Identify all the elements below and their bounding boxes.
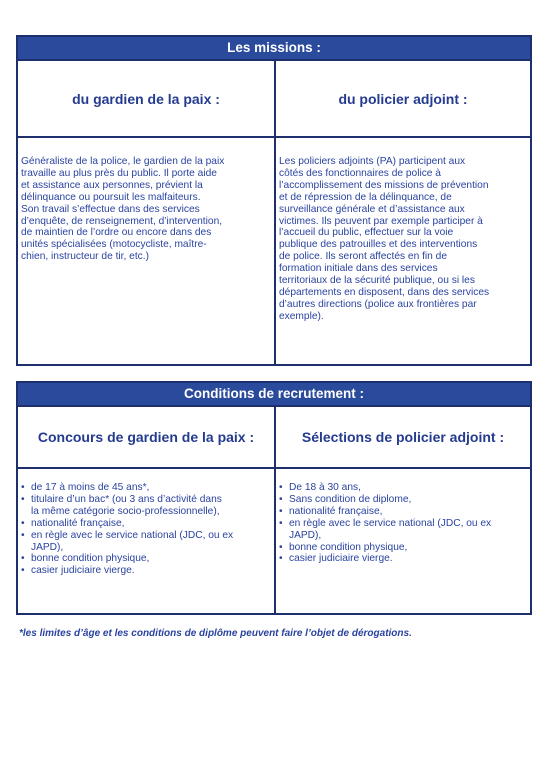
list-item: • Sans condition de diplome,	[279, 494, 528, 506]
footnote: *les limites d’âge et les conditions de diplôme peuvent faire l’objet de dérogations.	[19, 628, 412, 639]
missions-col2-heading: du policier adjoint :	[274, 61, 530, 136]
list-item: • en règle avec le service national (JDC, ou ex JAPD),	[279, 518, 528, 542]
conditions-table	[16, 381, 532, 615]
conditions-col2-heading: Sélections de policier adjoint :	[274, 407, 530, 467]
missions-col2-text: Les policiers adjoints (PA) participent aux côtés des fonctionnaires de police à l’accomplissement des missions de prévention et de répression de la délinquance, de surveillance générale et d’assistance aux victimes. Ils peuvent par exemple participer à l’accueil du public, effectuer sur la voie publique des patrouilles et des interventions de police. Ils seront affectés en fin de formation initiale dans des services territoriaux de la sécurité publique, ou si les départements en disposent, dans des services d’autres directions (police aux frontières par exemple).	[274, 138, 530, 364]
list-item: • bonne condition physique,	[279, 542, 528, 554]
list-item: • titulaire d’un bac* (ou 3 ans d’activité dans la même catégorie socio-professionnelle),	[21, 494, 272, 518]
missions-col1-text: Généraliste de la police, le gardien de la paix travaille au plus près du public. Il porte aide et assistance aux personnes, prévient la délinquance ou poursuit les malfaiteurs. Son travail s’effectue dans des services d’enquête, de renseignement, d’intervention, de maintien de l’ordre ou encore dans des unités spécialisées (motocycliste, maître- chien, instructeur de tir, etc.)	[21, 156, 225, 263]
missions-col1-heading: du gardien de la paix :	[72, 90, 220, 107]
conditions-col2	[274, 469, 530, 613]
list-item: • De 18 à 30 ans,	[279, 482, 528, 494]
missions-table	[16, 35, 532, 366]
conditions-col1-list	[18, 469, 274, 581]
list-item: • de 17 à moins de 45 ans*,	[21, 482, 272, 494]
list-item: • en règle avec le service national (JDC, ou ex JAPD),	[21, 530, 272, 554]
list-item: • bonne condition physique,	[21, 553, 272, 565]
list-item: • nationalité française,	[279, 506, 528, 518]
missions-body-row	[18, 138, 530, 364]
missions-subheader-row	[18, 61, 530, 138]
list-item: • nationalité française,	[21, 518, 272, 530]
conditions-subheader-row	[18, 407, 530, 469]
list-item: • casier judiciaire vierge.	[279, 553, 528, 565]
conditions-col1-heading: Concours de gardien de la paix :	[37, 429, 255, 445]
missions-title: Les missions :	[18, 37, 530, 61]
conditions-body-row	[18, 469, 530, 613]
list-item: • casier judiciaire vierge.	[21, 565, 272, 577]
conditions-title: Conditions de recrutement :	[18, 383, 530, 407]
conditions-col2-list	[276, 469, 530, 569]
conditions-col1	[18, 469, 274, 613]
